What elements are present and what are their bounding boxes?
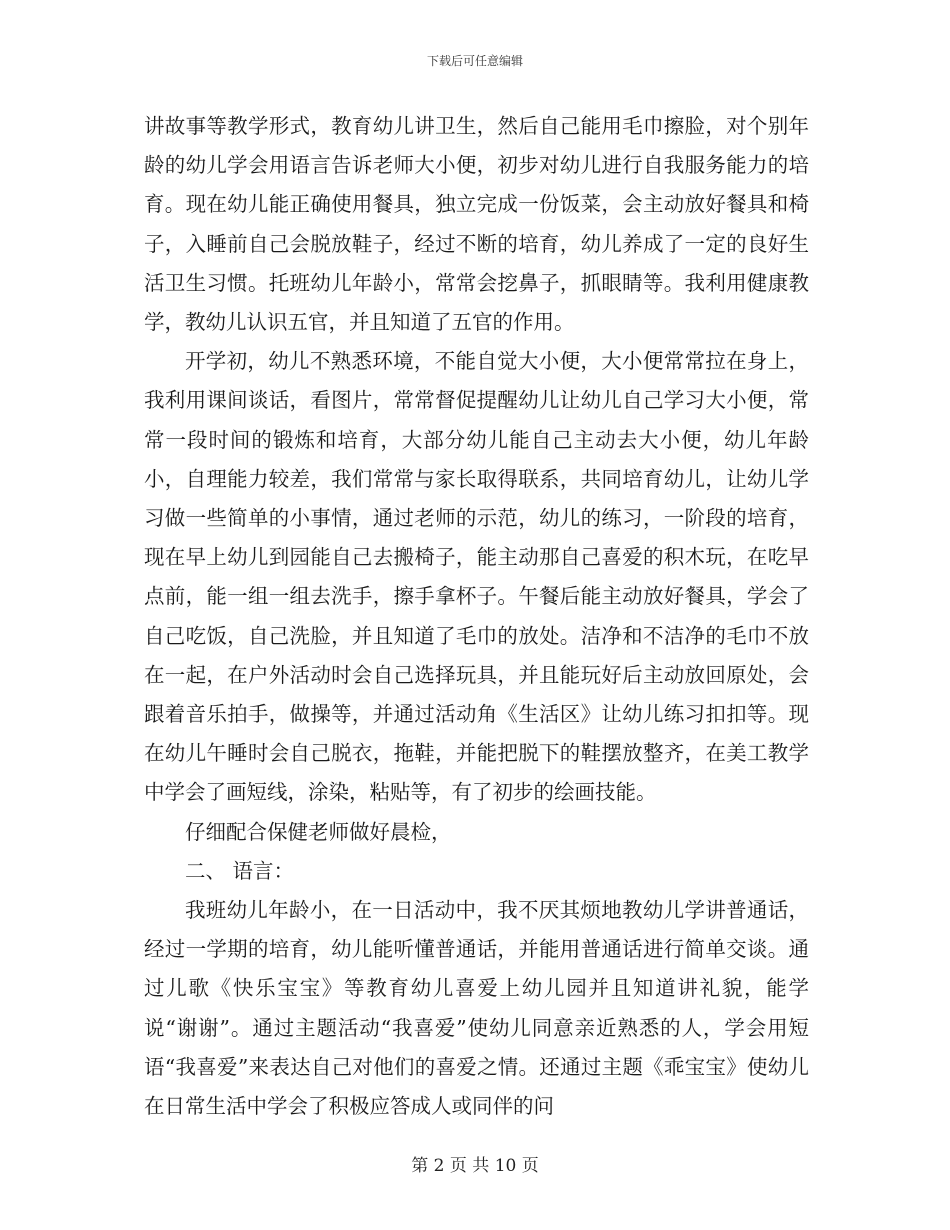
page-header: 下载后可任意编辑 [426, 54, 523, 68]
paragraph-3: 仔细配合保健老师做好晨检， [185, 819, 452, 844]
paragraph-4: 我班幼儿年龄小，在一日活动中，我不厌其烦地教幼儿学讲普通话，经过一学期的培育，幼儿能听懂普通话，并能用普通话进行简单交谈。通过儿歌《快乐宝宝》等教育幼儿喜爱上幼儿园并且知道讲礼貌，能学说“谢谢”。通过主题活动“我喜爱”使幼儿同意亲近熟悉的人，学会用短语“我喜爱”来表达自己对他们的喜爱之情。还通过主题《乖宝宝》使幼儿在日常生活中学会了积极应答成人或同伴的问 [144, 898, 809, 1119]
section-heading-language: 二、 语言： [185, 858, 295, 883]
page-footer: 第 2 页 共 10 页 [411, 1156, 539, 1176]
paragraph-2: 开学初，幼儿不熟悉环境，不能自觉大小便，大小便常常拉在身上，我利用课间谈话，看图片，常常督促提醒幼儿让幼儿自己学习大小便，常常一段时间的锻炼和培育，大部分幼儿能自己主动去大小便，幼儿年龄小，自理能力较差，我们常常与家长取得联系，共同培育幼儿，让幼儿学习做一些简单的小事情，通过老师的示范，幼儿的练习，一阶段的培育，现在早上幼儿到园能自己去搬椅子，能主动那自己喜爱的积木玩，在吃早点前，能一组一组去洗手，擦手拿杯子。午餐后能主动放好餐具，学会了自己吃饭，自己洗脸，并且知道了毛巾的放处。洁净和不洁净的毛巾不放在一起，在户外活动时会自己选择玩具，并且能玩好后主动放回原处，会跟着音乐拍手，做操等，并通过活动角《生活区》让幼儿练习扣扣等。现在幼儿午睡时会自己脱衣，拖鞋，并能把脱下的鞋摆放整齐，在美工教学中学会了画短线，涂染，粘贴等，有了初步的绘画技能。 [144, 349, 809, 805]
paragraph-1: 讲故事等教学形式，教育幼儿讲卫生，然后自己能用毛巾擦脸，对个别年龄的幼儿学会用语言告诉老师大小便，初步对幼儿进行自我服务能力的培育。现在幼儿能正确使用餐具，独立完成一份饭菜，会主动放好餐具和椅子，入睡前自己会脱放鞋子，经过不断的培育，幼儿养成了一定的良好生活卫生习惯。托班幼儿年龄小，常常会挖鼻子，抓眼睛等。我利用健康教学，教幼儿认识五官，并且知道了五官的作用。 [144, 114, 809, 335]
document-body [144, 107, 809, 1126]
